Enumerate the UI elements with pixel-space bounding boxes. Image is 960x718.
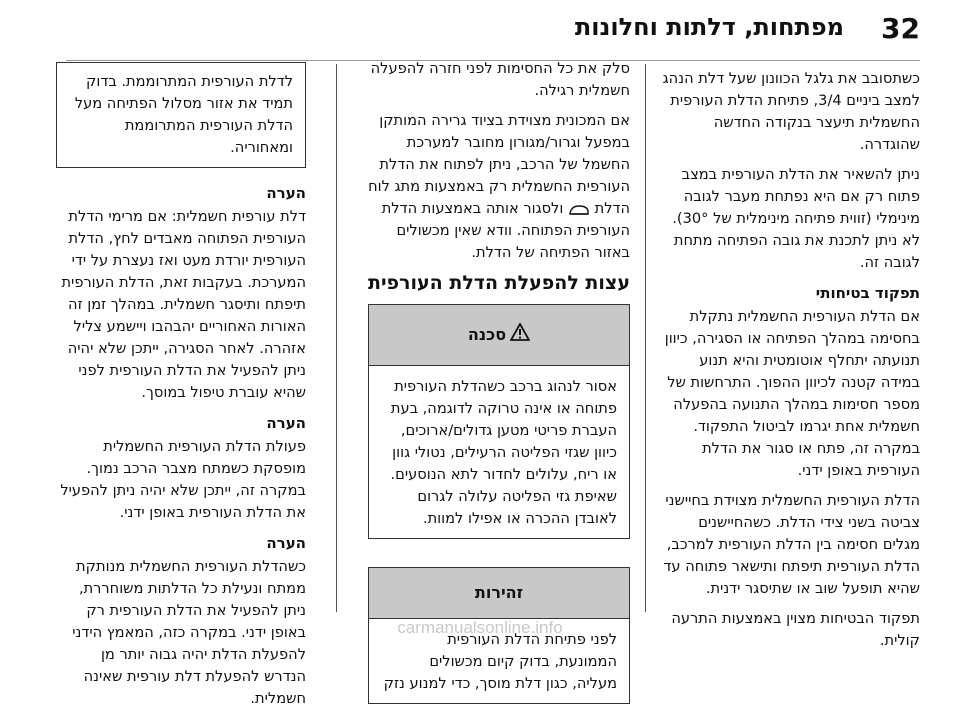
page-title: מפתחות, דלתות וחלונות: [574, 13, 844, 41]
paragraph: סלק את כל החסימות לפני חזרה להפעלה חשמלית רגילה.: [370, 60, 630, 99]
column-divider-left: [336, 64, 337, 612]
column-divider-right: [645, 64, 646, 612]
paragraph: ניתן להשאיר את הדלת העורפית במצב פתוח רק אם היא נפתחת מעבר לגובה מינימלי (זווית פתיחה מינימלית של 30°). לא ניתן לתכנת את גובה הפתיחה מתחת לגובה זה.: [672, 166, 920, 271]
caution-text: לפני פתיחת הדלת העורפית הממונעת, בדוק קיום מכשולים מעליה, כגון דלת מוסך, כדי למנוע נזק: [383, 631, 617, 692]
paragraph-part: אם המכונית מצוידת בציוד גרירה המותקן במפעל וגרור/מגורון מחובר למערכת החשמל של הרכב, ניתן לפתוח את הדלת העורפית החשמלית רק באמצעות מתג לוח הדלת: [368, 112, 630, 217]
note-text: כשהדלת העורפית החשמלית מנותקת ממתח ונעילת כל הדלתות משוחררת, ניתן להפעיל את הדלת העורפית רק באופן ידני. במקרה כזה, המאמץ הידני להפעלת הדלת יהיה גבוה יותר מן הנדרש להפעלת דלת עורפית שאינה חשמלית.: [72, 558, 306, 707]
caution-title: זהירות: [474, 583, 524, 602]
warning-triangle-icon: [510, 306, 530, 366]
paragraph: אם הדלת העורפית החשמלית נתקלת בחסימה במהלך הפתיחה או הסגירה, כיוון תנועתה יתחלף אוטומטית והיא תנוע במידה קטנה לכיוון ההפוך. התרחשות של מספר חסימות במהלך התנועה בהפעלה חשמלית אחת יגרמו לביטול התפקוד. במקרה זה, פתח או סגור את הדלת העורפית באופן ידני.: [664, 308, 920, 479]
paragraph-switch: [368, 110, 630, 264]
note-heading: הערה: [266, 414, 306, 432]
column-right: [662, 68, 920, 660]
watermark: carmanualsonline.info: [397, 618, 563, 637]
column-middle: [368, 58, 630, 704]
section-heading-safety: תפקוד בטיחותי: [815, 284, 920, 302]
caution-continued-box: לדלת העורפית המתרוממת. בדוק תמיד את אזור מסלול הפתיחה מעל הדלת העורפית המתרוממת ומאחוריה.: [56, 62, 306, 168]
paragraph: כשתסובב את גלגל הכוונון שעל דלת הנהג למצב ביניים 3/4, פתיחת הדלת העורפית החשמלית תיעצר בנקודה החדשה שהוגדרה.: [662, 70, 920, 153]
note-heading: הערה: [266, 184, 306, 202]
paragraph-part: ולסגור אותה באמצעות: [421, 200, 564, 217]
paragraph: תפקוד הבטיחות מצוין באמצעות התרעה קולית.: [671, 610, 920, 649]
danger-box-header: [369, 305, 629, 366]
paragraph-part: הדלת העורפית הפתוחה. וודא שאין מכשולים באזור הפתיחה של הדלת.: [381, 200, 630, 261]
danger-title: סכנה: [467, 325, 507, 344]
paragraph: הדלת העורפית החשמלית מצוידת בחיישני צביטה בשני צידי הדלת. כשהחיישנים מגלים חסימה בין הדלת העורפית למרכב, הדלת העורפית תיפתח ותישאר פתוחה עד שהיא תופעל שוב או שתיסגר ידנית.: [663, 492, 920, 597]
tailgate-switch-icon: [568, 202, 590, 216]
page-header: [0, 0, 960, 62]
danger-text: אסור לנהוג ברכב כשהדלת העורפית פתוחה או אינה טרוקה לדוגמה, בעת העברת פריטי מטען גדולים/ארוכים, כיוון שגזי הפליטה הרעילים, נטולי גוון או ריח, עלולים לחדור לתא הנוסעים. שאיפת גזי הפליטה עלולה לגרום לאובדן ההכרה או אפילו למוות.: [390, 378, 617, 527]
note-text: דלת עורפית חשמלית: אם מרימי הדלת העורפית הפתוחה מאבדים לחץ, הדלת העורפית יורדת מעט ואז נעצרת על ידי המערכת. בעקבות זאת, הדלת העורפית תיפתח ותיסגר חשמלית. במהלך זמן זה האורות האחוריים יהבהבו ויישמע צליל אזהרה. לאחר הסגירה, ייתכן שלא יהיה ניתן להפעיל את הדלת העורפית לפני שהיא עוברת טיפול במוסך.: [61, 208, 306, 401]
page-number: 32: [881, 12, 920, 45]
caution-box-header: [369, 568, 629, 619]
note-text: פעולת הדלת העורפית החשמלית מופסקת כשמתח מצבר הרכב נמוך. במקרה זה, ייתכן שלא יהיה ניתן להפעיל את הדלת העורפית באופן ידני.: [60, 438, 306, 521]
section-heading-tips: עצות להפעלת הדלת העורפית: [367, 272, 630, 294]
note-heading: הערה: [266, 534, 306, 552]
danger-box: [368, 304, 630, 539]
